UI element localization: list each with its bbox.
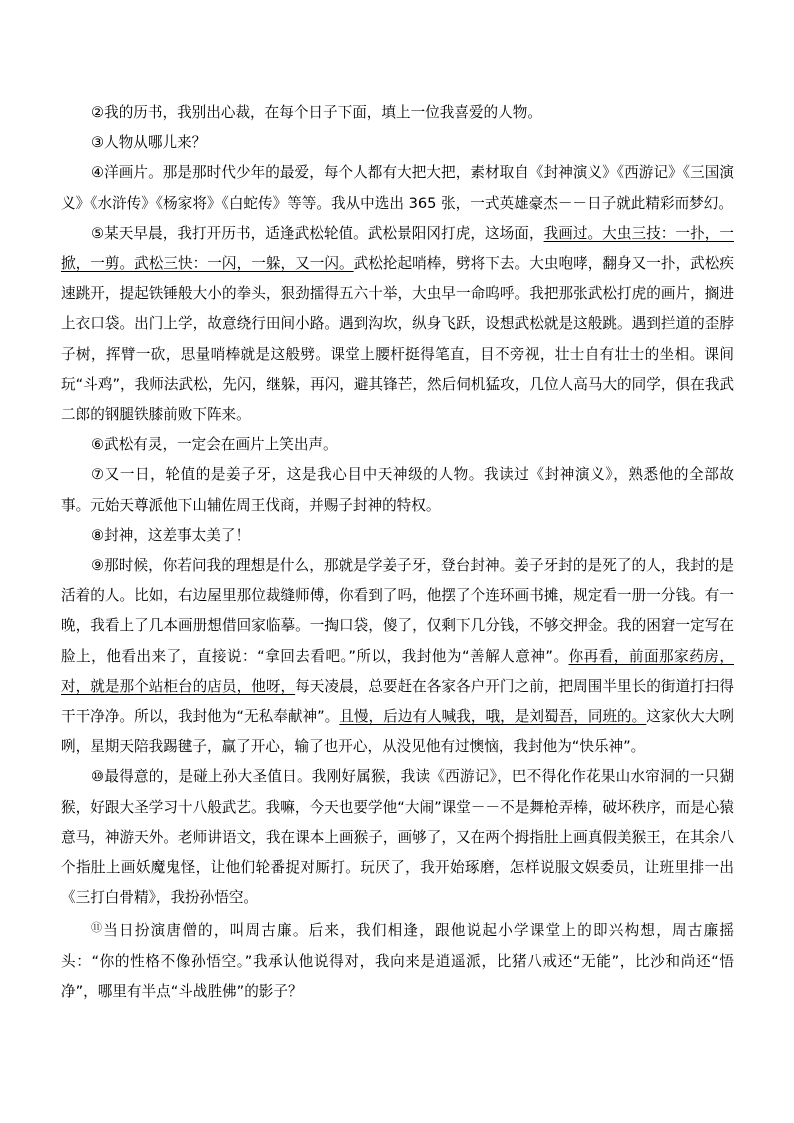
- paragraph-text: 洋画片。那是那时代少年的最爱，每个人都有大把大把，素材取自《封神演义》《西游记》《三国演义》《水浒传》《杨家将》《白蛇传》等等。我从中选出 365 张，一式英雄豪杰－－日子就此精彩而梦幻。: [61, 164, 734, 212]
- paragraph-marker: ②: [91, 104, 105, 121]
- paragraph-marker: ⑪: [91, 921, 104, 935]
- paragraph: [61, 128, 734, 158]
- paragraph-text: 那时候，你若问我的理想是什么，那就是学姜子牙，登台封神。姜子牙封的是死了的人，我封的是活着的人。比如，右边屋里那位裁缝师傅，你看到了吗，他摆了个连环画书摊，规定看一册一分钱。有一晚，我看上了几本画册想借回家临摹。一掏口袋，傻了，仅剩下几分钱，不够交押金。我的困窘一定写在脸上，他看出来了，直接说：“拿回去看吧。”所以，我封他为“善解人意神”。: [61, 557, 734, 665]
- paragraph-marker: ⑤: [91, 224, 105, 242]
- paragraph: [61, 219, 734, 430]
- paragraph: [61, 762, 734, 913]
- passage-body: [61, 98, 734, 1007]
- paragraph-text: 武松抡起哨棒，劈将下去。大虫咆哮，翻身又一扑，武松疾速跳开，提起铁锤般大小的拳头，狠劲擂得五六十举，大虫早一命呜呼。我把那张武松打虎的画片，搁进上衣口袋。出门上学，故意绕行田间小路。遇到沟坎，纵身飞跃，设想武松就是这般跳。遇到拦道的歪脖子树，挥臂一砍，思量哨棒就是这般劈。课堂上腰杆挺得笔直，目不旁视，壮士自有壮士的坐相。课间玩“斗鸡”，我师法武松，先闪，继躲，再闪，避其锋芒，然后伺机猛攻，几位人高马大的同学，俱在我武二郎的钢腿铁膝前败下阵来。: [61, 255, 734, 424]
- paragraph: [61, 913, 734, 1007]
- paragraph-text: 每天凌晨，总要赶在各家各户开门之前，把周围半里长的街道打扫得干干净净。所以，我封他为“无私奉献神”。: [61, 677, 734, 726]
- paragraph: [61, 430, 734, 460]
- paragraph-text: 某天早晨，我打开历书，适逢武松轮值。武松景阳冈打虎，这场面，: [104, 224, 544, 242]
- underlined-text: 且慢，后边有人喊我，哦，是刘蜀吾，同班的。: [339, 708, 647, 726]
- paragraph: [61, 551, 734, 762]
- paragraph: [61, 158, 734, 218]
- underlined-text: 我画过。大虫三技：一扑，一掀，一剪。武松三快：一闪，一躲，又一闪。: [61, 224, 734, 273]
- paragraph-marker: ⑨: [91, 557, 105, 575]
- paragraph: [61, 98, 734, 128]
- paragraph-marker: ⑧: [91, 526, 105, 544]
- paragraph-text: 当日扮演唐僧的，叫周古廉。后来，我们相逢，跟他说起小学课堂上的即兴构想，周古廉摇头：“你的性格不像孙悟空。”我承认他说得对，我向来是逍遥派，比猪八戒还“无能”，比沙和尚还“悟净”，哪里有半点“斗战胜佛”的影子？: [61, 922, 735, 1000]
- paragraph: [61, 460, 734, 520]
- paragraph-text: 人物从哪儿来？: [104, 134, 207, 152]
- underlined-text: 你再看，前面那家药房，对，就是那个站柜台的店员，他呀，: [61, 647, 734, 695]
- paragraph-marker: ③: [91, 134, 105, 152]
- paragraph-marker: ④: [91, 164, 105, 182]
- paragraph-text: 我的历书，我别出心裁，在每个日子下面，填上一位我喜爱的人物。: [104, 104, 542, 121]
- paragraph-text: 又一日，轮值的是姜子牙，这是我心目中天神级的人物。我读过《封神演义》，熟悉他的全部故事。元始天尊派他下山辅佐周王伐商，并赐子封神的特权。: [61, 466, 734, 514]
- paragraph-text: 这家伙大大咧咧，星期天陪我踢毽子，赢了开心，输了也开心，从没见他有过懊恼，我封他为“快乐神”。: [61, 708, 734, 756]
- paragraph-marker: ⑦: [91, 466, 105, 484]
- paragraph-text: 最得意的，是碰上孙大圣值日。我刚好属猴，我读《西游记》，巴不得化作花果山水帘洞的一只猢猴，好跟大圣学习十八般武艺。我嘛，今天也要学他“大闹”课堂－－不是舞枪弄棒，破坏秩序，而是心猿意马，神游天外。老师讲语文，我在课本上画猴子，画够了，又在两个拇指肚上画真假美猴王，在其余八个指肚上画妖魔鬼怪，让他们轮番捉对厮打。玩厌了，我开始琢磨，怎样说服文娱委员，让班里排一出《三打白骨精》，我扮孙悟空。: [61, 768, 734, 907]
- paragraph: [61, 521, 734, 551]
- paragraph-text: 武松有灵，一定会在画片上笑出声。: [104, 436, 338, 454]
- paragraph-marker: ⑩: [91, 768, 105, 786]
- paragraph-text: 封神，这差事太美了！: [104, 526, 251, 544]
- paragraph-marker: ⑥: [91, 436, 105, 454]
